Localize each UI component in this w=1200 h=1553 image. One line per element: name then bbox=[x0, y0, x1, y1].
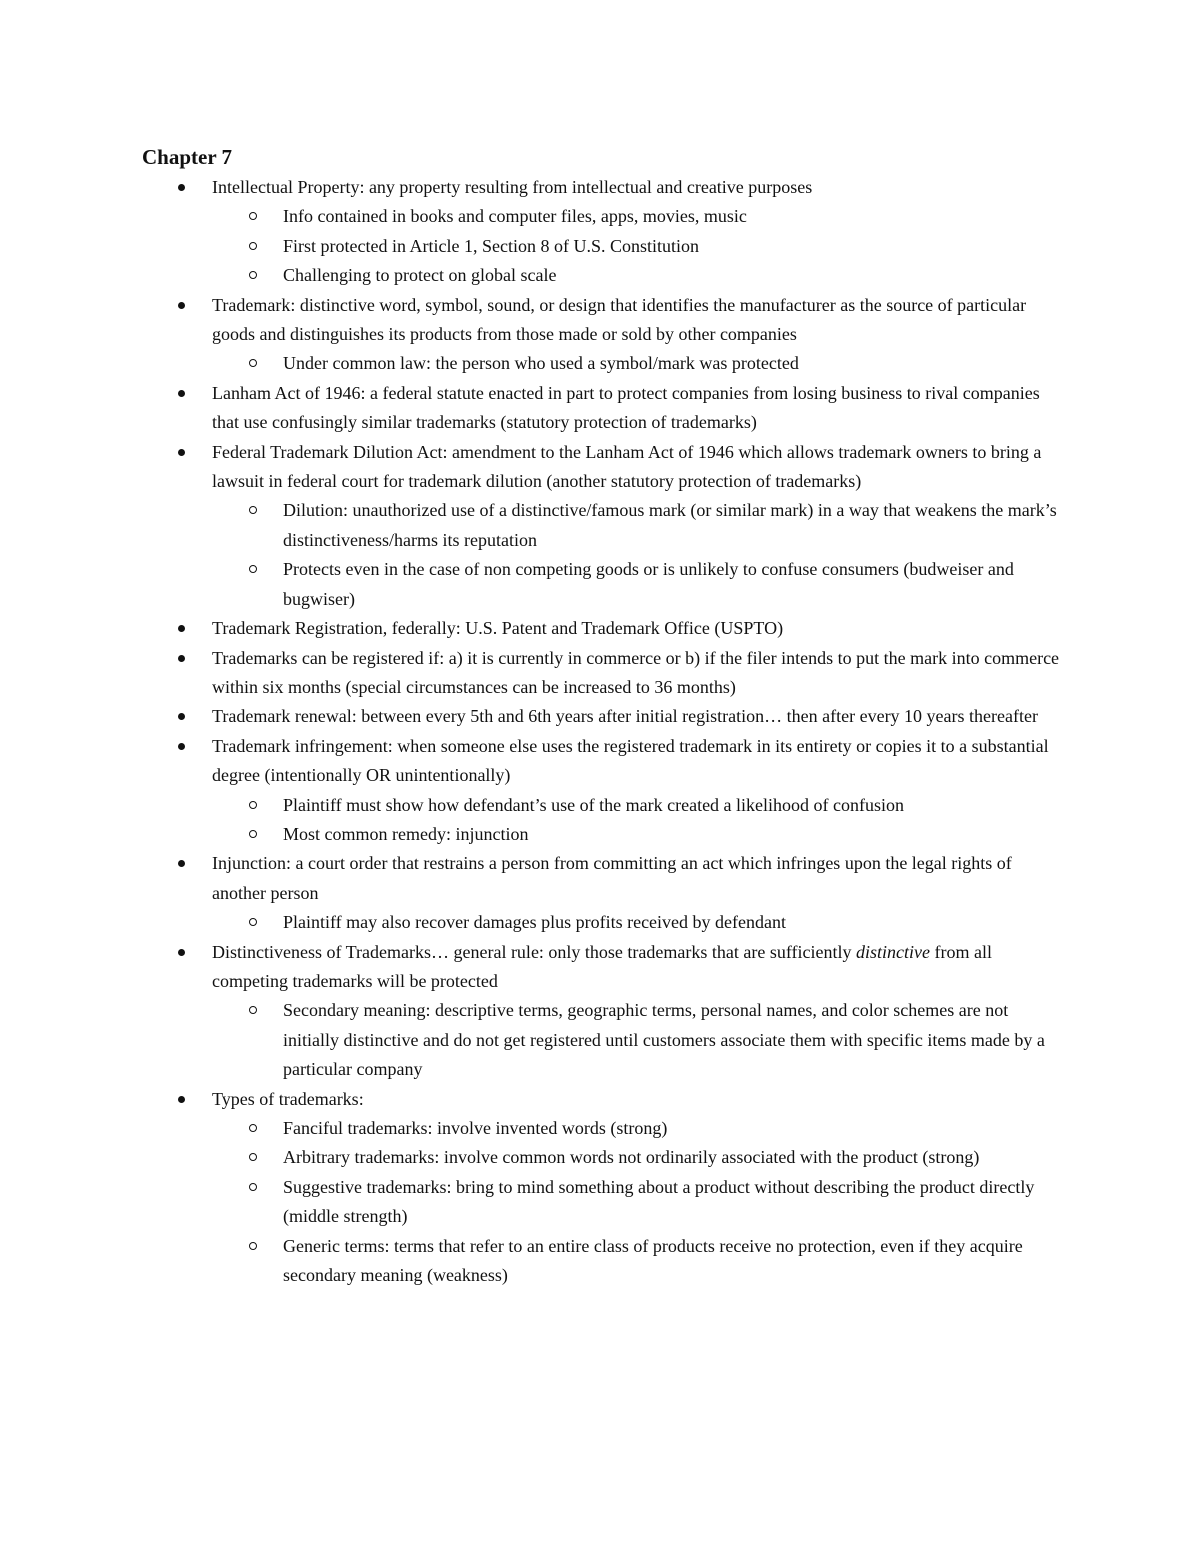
list-item-text: Trademarks can be registered if: a) it is currently in commerce or b) if the filer intends to put the mark into commerce within six months (special circumstances can be increased to 36 months) bbox=[212, 647, 1060, 697]
sub-list bbox=[0, 791, 1200, 850]
list-item bbox=[0, 291, 1200, 379]
circle-bullet-icon bbox=[249, 918, 257, 926]
sub-list-item bbox=[0, 1232, 1200, 1291]
circle-bullet-icon bbox=[249, 506, 257, 514]
sub-list-item-text: Under common law: the person who used a symbol/mark was protected bbox=[283, 353, 799, 374]
circle-bullet-icon bbox=[249, 242, 257, 250]
list-item-text: Lanham Act of 1946: a federal statute enacted in part to protect companies from losing business to rival companies that use confusingly similar trademarks (statutory protection of trademarks) bbox=[212, 382, 1040, 433]
sub-list-item bbox=[0, 908, 1200, 937]
bullet-icon bbox=[178, 390, 185, 397]
list-item-text: Federal Trademark Dilution Act: amendment to the Lanham Act of 1946 which allows trademark owners to bring a lawsuit in federal court for trademark dilution (another statutory protection of trademarks) bbox=[212, 441, 1042, 492]
circle-bullet-icon bbox=[249, 1124, 257, 1132]
sub-list bbox=[0, 202, 1200, 290]
sub-list bbox=[0, 349, 1200, 378]
bullet-icon bbox=[178, 949, 185, 956]
list-item bbox=[0, 938, 1200, 1085]
list-item bbox=[0, 702, 1200, 731]
sub-list bbox=[0, 908, 1200, 937]
bullet-icon bbox=[178, 625, 185, 632]
list-item bbox=[0, 438, 1200, 614]
bullet-icon bbox=[178, 449, 185, 456]
sub-list-item-text: Plaintiff must show how defendant’s use of the mark created a likelihood of confusion bbox=[283, 794, 905, 815]
list-item-text: Trademark infringement: when someone else uses the registered trademark in its entirety or copies it to a substantial degree (intentionally OR unintentionally) bbox=[212, 735, 1049, 786]
circle-bullet-icon bbox=[249, 830, 257, 838]
sub-list-item-text: Protects even in the case of non competing goods or is unlikely to confuse consumers (budweiser and bugwiser) bbox=[283, 559, 1014, 609]
sub-list-item bbox=[0, 496, 1200, 555]
circle-bullet-icon bbox=[249, 565, 257, 573]
list-item-text: Injunction: a court order that restrains a person from committing an act which infringes upon the legal rights of another person bbox=[212, 853, 1012, 903]
sub-list-item bbox=[0, 791, 1200, 820]
bullet-icon bbox=[178, 302, 185, 309]
list-item bbox=[0, 1085, 1200, 1291]
sub-list-item-text: Plaintiff may also recover damages plus profits received by defendant bbox=[283, 912, 786, 933]
list-item-text: Trademark Registration, federally: U.S. Patent and Trademark Office (USPTO) bbox=[212, 618, 784, 639]
circle-bullet-icon bbox=[249, 212, 257, 220]
circle-bullet-icon bbox=[249, 359, 257, 367]
sub-list-item bbox=[0, 202, 1200, 231]
bullet-icon bbox=[178, 655, 185, 662]
bullet-icon bbox=[178, 1096, 185, 1103]
sub-list-item bbox=[0, 996, 1200, 1084]
list-item bbox=[0, 849, 1200, 937]
circle-bullet-icon bbox=[249, 271, 257, 279]
sub-list-item-text: First protected in Article 1, Section 8 of U.S. Constitution bbox=[283, 235, 699, 256]
sub-list-item bbox=[0, 349, 1200, 378]
sub-list-item-text: Generic terms: terms that refer to an entire class of products receive no protection, even if they acquire secondary meaning (weakness) bbox=[283, 1235, 1023, 1286]
sub-list-item-text: Secondary meaning: descriptive terms, geographic terms, personal names, and color schemes are not initially distinctive and do not get registered until customers associate them with specific items made by a particular company bbox=[283, 1000, 1045, 1080]
sub-list-item bbox=[0, 1114, 1200, 1143]
sub-list-item-text: Info contained in books and computer files, apps, movies, music bbox=[283, 206, 747, 227]
sub-list-item-text: Arbitrary trademarks: involve common words not ordinarily associated with the product (strong) bbox=[283, 1147, 980, 1168]
list-item-text: Trademark renewal: between every 5th and 6th years after initial registration… then after every 10 years thereafter bbox=[212, 706, 1038, 727]
sub-list-item-text: Dilution: unauthorized use of a distinctive/famous mark (or similar mark) in a way that weakens the mark’s distinctiveness/harms its reputation bbox=[283, 500, 1057, 550]
sub-list-item bbox=[0, 820, 1200, 849]
bullet-icon bbox=[178, 184, 185, 191]
bullet-icon bbox=[178, 743, 185, 750]
sub-list bbox=[0, 996, 1200, 1084]
sub-list-item-text: Most common remedy: injunction bbox=[283, 823, 529, 844]
list-item-text: Trademark: distinctive word, symbol, sound, or design that identifies the manufacturer as the source of particular goods and distinguishes its products from those made or sold by other companies bbox=[212, 294, 1027, 345]
sub-list-item bbox=[0, 555, 1200, 614]
circle-bullet-icon bbox=[249, 801, 257, 809]
chapter-title: Chapter 7 bbox=[142, 145, 233, 169]
list-item-text: Types of trademarks: bbox=[212, 1088, 364, 1109]
bullet-icon bbox=[178, 860, 185, 867]
bullet-icon bbox=[178, 713, 185, 720]
circle-bullet-icon bbox=[249, 1242, 257, 1250]
bullet-list bbox=[0, 173, 1200, 1290]
list-item-text: Intellectual Property: any property resulting from intellectual and creative purposes bbox=[212, 177, 813, 197]
list-item-text-end: from all competing trademarks will be protected bbox=[212, 941, 992, 991]
sub-list-item-text: Suggestive trademarks: bring to mind something about a product without describing the product directly (middle strength) bbox=[283, 1176, 1035, 1227]
sub-list-item bbox=[0, 232, 1200, 261]
list-item bbox=[0, 732, 1200, 850]
list-item bbox=[0, 173, 1200, 291]
sub-list-item bbox=[0, 1143, 1200, 1172]
sub-list-item-text: Challenging to protect on global scale bbox=[283, 265, 557, 286]
sub-list-item bbox=[0, 261, 1200, 290]
sub-list bbox=[0, 1114, 1200, 1290]
italic-term: distinctive bbox=[856, 941, 930, 962]
list-item bbox=[0, 614, 1200, 643]
list-item bbox=[0, 379, 1200, 438]
sub-list-item bbox=[0, 1173, 1200, 1232]
circle-bullet-icon bbox=[249, 1183, 257, 1191]
list-item bbox=[0, 644, 1200, 703]
sub-list bbox=[0, 496, 1200, 614]
circle-bullet-icon bbox=[249, 1153, 257, 1161]
list-item-text-start: Distinctiveness of Trademarks… general rule: only those trademarks that are sufficiently bbox=[212, 941, 857, 962]
sub-list-item-text: Fanciful trademarks: involve invented words (strong) bbox=[283, 1118, 668, 1138]
circle-bullet-icon bbox=[249, 1006, 257, 1014]
